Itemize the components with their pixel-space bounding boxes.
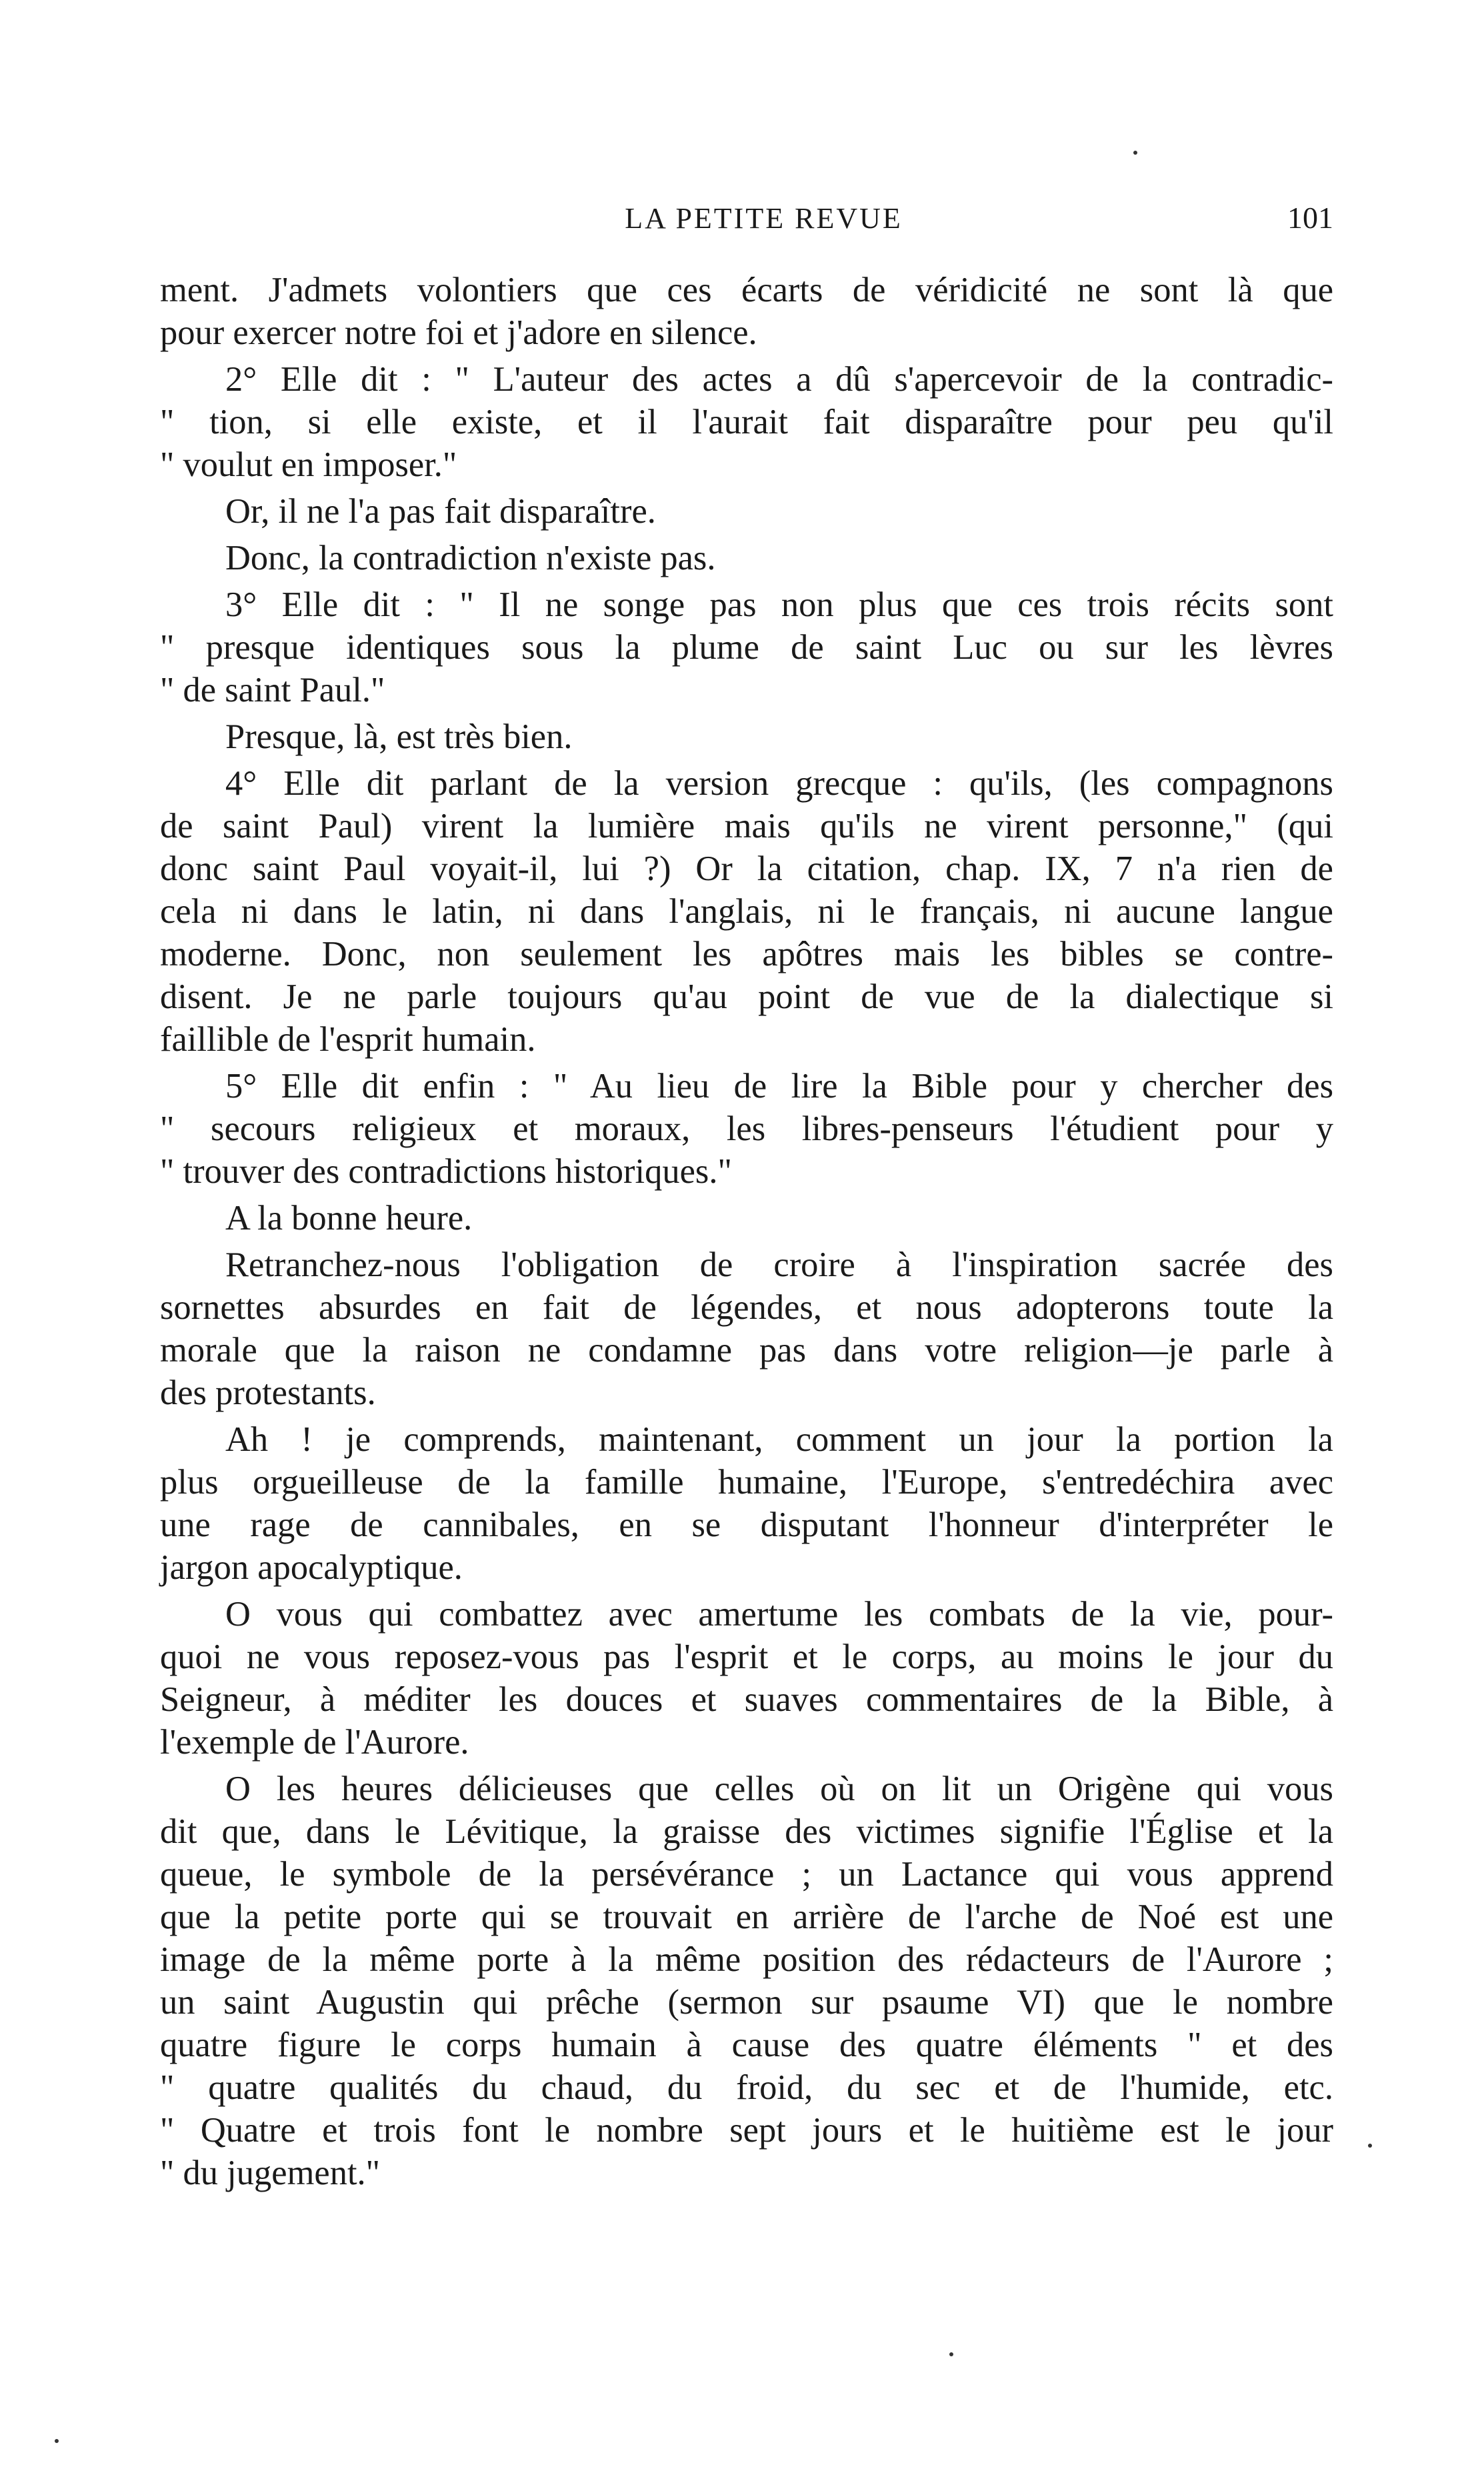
text-line: 3° Elle dit : " Il ne songe pas non plus que ces trois récits sont [225, 585, 1333, 624]
text-line: Or, il ne l'a pas fait disparaître. [225, 492, 656, 531]
text-line: O les heures délicieuses que celles où on lit un Origène qui vous [225, 1770, 1333, 1808]
paragraph [160, 1418, 1333, 1589]
ink-speck [55, 2439, 59, 2443]
text-line: l'exemple de l'Aurore. [160, 1723, 469, 1762]
text-line: des protestants. [160, 1374, 376, 1412]
paragraph [160, 269, 1333, 354]
ink-speck [1368, 2144, 1372, 2148]
text-line: quoi ne vous reposez-vous pas l'esprit et le corps, au moins le jour du [160, 1638, 1333, 1676]
text-line: une rage de cannibales, en se disputant l'honneur d'interpréter le [160, 1506, 1333, 1544]
text-line: un saint Augustin qui prêche (sermon sur psaume VI) que le nombre [160, 1983, 1333, 2022]
text-line: morale que la raison ne condamne pas dans votre religion—je parle à [160, 1331, 1333, 1370]
text-line: cela ni dans le latin, ni dans l'anglais, ni le français, ni aucune langue [160, 892, 1333, 931]
paragraph [160, 358, 1333, 486]
paragraph [160, 1768, 1333, 2194]
text-line: quatre figure le corps humain à cause des quatre éléments " et des [160, 2026, 1333, 2064]
page-number: 101 [1287, 201, 1333, 235]
ink-speck [949, 2352, 953, 2356]
text-line: donc saint Paul voyait-il, lui ?) Or la citation, chap. IX, 7 n'a rien de [160, 849, 1333, 888]
text-line: Presque, là, est très bien. [225, 717, 573, 756]
paragraph [160, 1593, 1333, 1764]
body-text [160, 269, 1333, 2194]
text-line: image de la même porte à la même position des rédacteurs de l'Aurore ; [160, 1940, 1333, 1979]
text-line: 5° Elle dit enfin : " Au lieu de lire la Bible pour y chercher des [225, 1067, 1333, 1105]
paragraph [160, 490, 1333, 533]
paragraph [160, 715, 1333, 758]
page-header [160, 200, 1333, 235]
text-line: " de saint Paul." [160, 671, 385, 709]
text-line: " presque identiques sous la plume de saint Luc ou sur les lèvres [160, 628, 1333, 667]
text-line: " trouver des contradictions historiques." [160, 1152, 732, 1191]
paragraph [160, 583, 1333, 711]
ink-speck [1133, 151, 1137, 155]
text-line: jargon apocalyptique. [160, 1548, 463, 1587]
text-line: " Quatre et trois font le nombre sept jours et le huitième est le jour [160, 2111, 1333, 2150]
text-line: " du jugement." [160, 2154, 381, 2192]
text-line: faillible de l'esprit humain. [160, 1020, 536, 1059]
text-line: plus orgueilleuse de la famille humaine, l'Europe, s'entredéchira avec [160, 1463, 1333, 1502]
text-line: " voulut en imposer." [160, 445, 457, 484]
paragraph [160, 1197, 1333, 1239]
paragraph [160, 1243, 1333, 1414]
text-line: 2° Elle dit : " L'auteur des actes a dû s'apercevoir de la contradic- [225, 360, 1333, 399]
text-line: Seigneur, à méditer les douces et suaves commentaires de la Bible, à [160, 1680, 1333, 1719]
text-line: Ah ! je comprends, maintenant, comment un jour la portion la [225, 1420, 1333, 1459]
text-line: O vous qui combattez avec amertume les combats de la vie, pour- [225, 1595, 1333, 1634]
text-line: " tion, si elle existe, et il l'aurait fait disparaître pour peu qu'il [160, 403, 1333, 441]
text-line: Donc, la contradiction n'existe pas. [225, 539, 716, 577]
text-line: disent. Je ne parle toujours qu'au point de vue de la dialectique si [160, 977, 1333, 1016]
paragraph [160, 537, 1333, 579]
text-line: sornettes absurdes en fait de légendes, et nous adopterons toute la [160, 1288, 1333, 1327]
text-line: 4° Elle dit parlant de la version grecque : qu'ils, (les compagnons [225, 764, 1333, 803]
text-line: ment. J'admets volontiers que ces écarts de véridicité ne sont là que [160, 271, 1333, 309]
text-line: Retranchez-nous l'obligation de croire à l'inspiration sacrée des [225, 1246, 1333, 1284]
book-page [160, 200, 1333, 2198]
text-line: dit que, dans le Lévitique, la graisse des victimes signifie l'Église et la [160, 1812, 1333, 1851]
running-title: LA PETITE REVUE [625, 202, 903, 235]
text-line: " secours religieux et moraux, les libres-penseurs l'étudient pour y [160, 1109, 1333, 1148]
text-line: moderne. Donc, non seulement les apôtres mais les bibles se contre- [160, 935, 1333, 973]
paragraph [160, 762, 1333, 1061]
text-line: A la bonne heure. [225, 1199, 473, 1237]
text-line: queue, le symbole de la persévérance ; un Lactance qui vous apprend [160, 1855, 1333, 1894]
text-line: pour exercer notre foi et j'adore en silence. [160, 313, 757, 352]
paragraph [160, 1065, 1333, 1193]
text-line: de saint Paul) virent la lumière mais qu'ils ne virent personne," (qui [160, 807, 1333, 845]
text-line: que la petite porte qui se trouvait en arrière de l'arche de Noé est une [160, 1898, 1333, 1936]
text-line: " quatre qualités du chaud, du froid, du sec et de l'humide, etc. [160, 2068, 1333, 2107]
